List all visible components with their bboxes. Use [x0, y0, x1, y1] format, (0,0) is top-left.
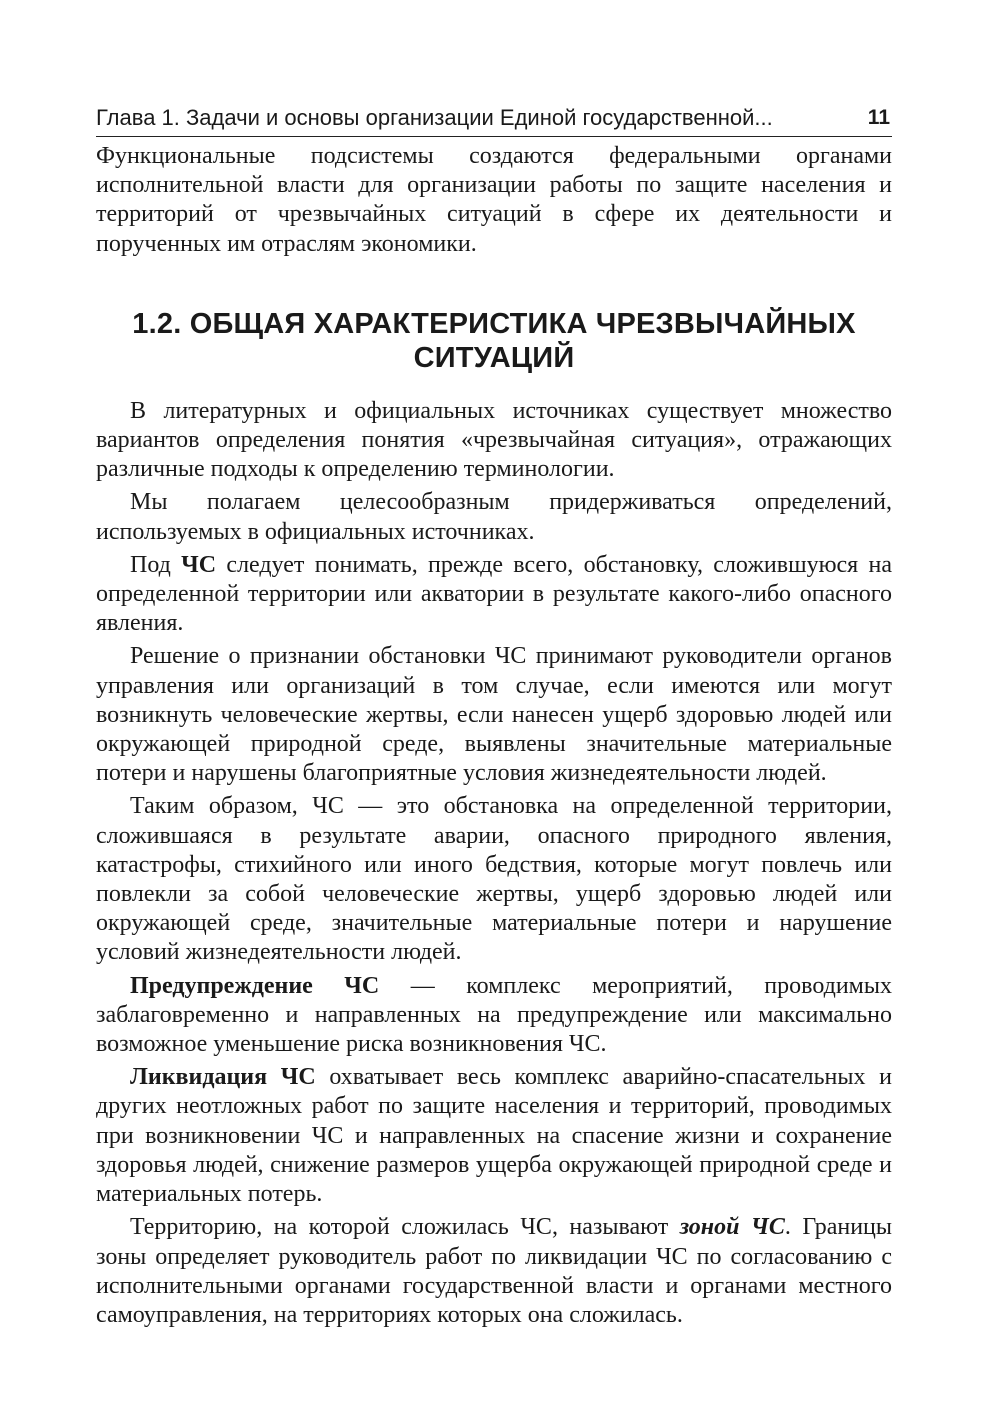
intro-paragraph: Функциональные подсистемы создаются федеральными органами исполнительной власти для организации работы по защите населения и территорий от чрезвычайных ситуаций в сфере их деятельности и порученных им отраслям экономики.	[96, 143, 892, 257]
running-header	[96, 104, 892, 137]
text-run: Территорию, на которой сложилась ЧС, называют	[130, 1214, 680, 1241]
paragraph-liquidation	[96, 1063, 892, 1209]
text-run: Под	[130, 551, 182, 578]
term-prevention: Предупреждение ЧС	[130, 972, 380, 999]
section-heading-line1: 1.2. ОБЩАЯ ХАРАКТЕРИСТИКА ЧРЕЗВЫЧАЙНЫХ	[132, 307, 856, 340]
paragraph-emergency-zone	[96, 1213, 892, 1330]
paragraph-official-sources: Мы полагаем целесообразным придерживаться определений, используемых в официальных источниках.	[96, 489, 892, 545]
text-run: . Границы зоны определяет руководитель работ по ликвидации ЧС по согласованию с исполнительными органами государственной власти и органами местного самоуправления, на территориях которых она сложилась.	[96, 1214, 893, 1328]
page-body	[96, 142, 892, 1334]
running-title: Глава 1. Задачи и основы организации Единой государственной...	[96, 105, 773, 130]
text-run: следует понимать, прежде всего, обстановку, сложившуюся на определенной территории или акватории в результате какого-либо опасного явления.	[96, 551, 892, 637]
term-liquidation: Ликвидация ЧС	[130, 1064, 316, 1091]
paragraph-emergency-definition	[96, 551, 892, 639]
paragraph-definitions-variety: В литературных и официальных источниках существует множество вариантов определения понятия «чрезвычайная ситуация», отражающих различные подходы к определению терминологии.	[96, 397, 892, 483]
term-emergency-zone: зоной ЧС	[679, 1214, 785, 1241]
term-emergency: ЧС	[181, 551, 217, 578]
section-heading-line2: СИТУАЦИЙ	[413, 341, 575, 374]
paragraph-summary-definition: Таким образом, ЧС — это обстановка на определенной территории, сложившаяся в результате аварии, опасного природного явления, катастрофы, стихийного или иного бедствия, которые могут повлечь или повлекли за собой человеческие жертвы, ущерб здоровью людей или окружающей среде, значительные материальные потери и нарушение условий жизнедеятельности людей.	[96, 793, 892, 966]
text-run: охватывает весь комплекс аварийно-спасательных и других неотложных работ по защите населения и территорий, проводимых при возникновении ЧС и направленных на спасение жизни и сохранение здоровья людей, снижение размеров ущерба окружающей природной среде и материальных потерь.	[96, 1064, 892, 1208]
paragraph-decision: Решение о признании обстановки ЧС принимают руководители органов управления или организаций в том случае, если имеются или могут возникнуть человеческие жертвы, если нанесен ущерб здоровью людей или окружающей природной среде, выявлены значительные материальные потери и нарушены благоприятные условия жизнедеятельности людей.	[96, 643, 892, 787]
paragraph-prevention	[96, 972, 892, 1060]
text-run: — комплекс мероприятий, проводимых заблаговременно и направленных на предупреждение или максимально возможное уменьшение риска возникновения ЧС.	[96, 972, 892, 1058]
page-number: 11	[867, 106, 890, 129]
section-heading	[96, 307, 892, 375]
